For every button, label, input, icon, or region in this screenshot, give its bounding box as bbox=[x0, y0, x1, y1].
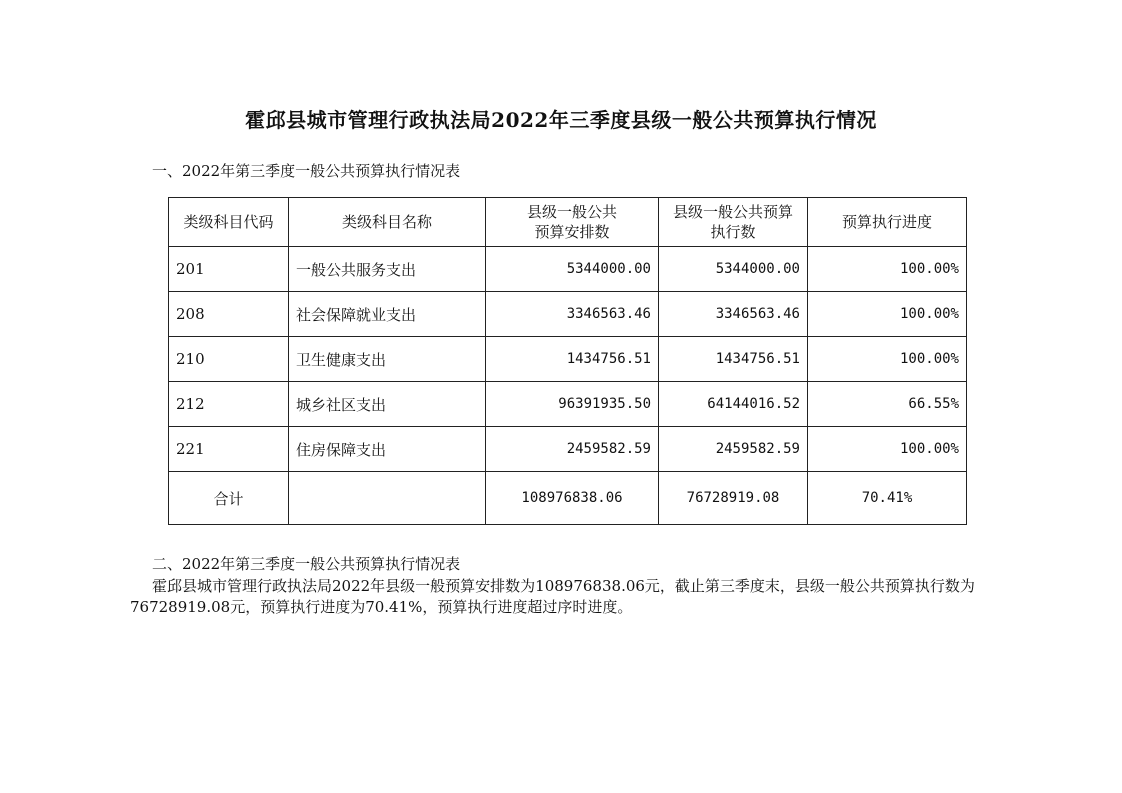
row-executed: 2459582.59 bbox=[659, 427, 808, 472]
header-exec-line1: 县级一般公共预算 bbox=[672, 203, 793, 221]
row-progress: 100.00% bbox=[808, 427, 967, 472]
total-progress: 70.41% bbox=[808, 472, 967, 525]
row-name: 一般公共服务支出 bbox=[289, 247, 486, 292]
row-budget: 5344000.00 bbox=[486, 247, 659, 292]
row-progress: 66.55% bbox=[808, 382, 967, 427]
row-executed: 1434756.51 bbox=[659, 337, 808, 382]
header-name: 类级科目名称 bbox=[289, 198, 486, 247]
header-executed bbox=[659, 198, 808, 247]
row-code: 212 bbox=[169, 382, 289, 427]
row-code: 221 bbox=[169, 427, 289, 472]
total-label: 合计 bbox=[169, 472, 289, 525]
header-code: 类级科目代码 bbox=[169, 198, 289, 247]
table-total-row bbox=[169, 472, 967, 525]
table-row bbox=[169, 382, 967, 427]
header-budget-line1: 县级一般公共 bbox=[526, 203, 617, 221]
row-progress: 100.00% bbox=[808, 337, 967, 382]
row-budget: 96391935.50 bbox=[486, 382, 659, 427]
section-1-heading: 一、2022年第三季度一般公共预算执行情况表 bbox=[152, 162, 461, 180]
row-executed: 64144016.52 bbox=[659, 382, 808, 427]
row-code: 208 bbox=[169, 292, 289, 337]
row-name: 社会保障就业支出 bbox=[289, 292, 486, 337]
row-code: 201 bbox=[169, 247, 289, 292]
row-name: 卫生健康支出 bbox=[289, 337, 486, 382]
row-executed: 3346563.46 bbox=[659, 292, 808, 337]
row-budget: 3346563.46 bbox=[486, 292, 659, 337]
row-progress: 100.00% bbox=[808, 292, 967, 337]
table-row bbox=[169, 337, 967, 382]
header-exec-line2: 执行数 bbox=[710, 223, 756, 241]
summary-paragraph: 霍邱县城市管理行政执法局2022年县级一般预算安排数为108976838.06元，截止第三季度末，县级一般公共预算执行数为76728919.08元，预算执行进度为70.41%，预算执行进度超过序时进度。 bbox=[130, 577, 975, 616]
total-name bbox=[289, 472, 486, 525]
row-progress: 100.00% bbox=[808, 247, 967, 292]
table-row bbox=[169, 247, 967, 292]
budget-table bbox=[168, 197, 967, 525]
row-code: 210 bbox=[169, 337, 289, 382]
page-title: 霍邱县城市管理行政执法局2022年三季度县级一般公共预算执行情况 bbox=[245, 108, 877, 132]
total-budget: 108976838.06 bbox=[486, 472, 659, 525]
row-executed: 5344000.00 bbox=[659, 247, 808, 292]
header-budget bbox=[486, 198, 659, 247]
row-budget: 2459582.59 bbox=[486, 427, 659, 472]
total-executed: 76728919.08 bbox=[659, 472, 808, 525]
table-header-row bbox=[169, 198, 967, 247]
header-budget-line2: 预算安排数 bbox=[534, 223, 610, 241]
table-row bbox=[169, 292, 967, 337]
section-2-heading: 二、2022年第三季度一般公共预算执行情况表 bbox=[152, 555, 461, 573]
row-name: 住房保障支出 bbox=[289, 427, 486, 472]
table-row bbox=[169, 427, 967, 472]
row-budget: 1434756.51 bbox=[486, 337, 659, 382]
header-progress: 预算执行进度 bbox=[808, 198, 967, 247]
row-name: 城乡社区支出 bbox=[289, 382, 486, 427]
